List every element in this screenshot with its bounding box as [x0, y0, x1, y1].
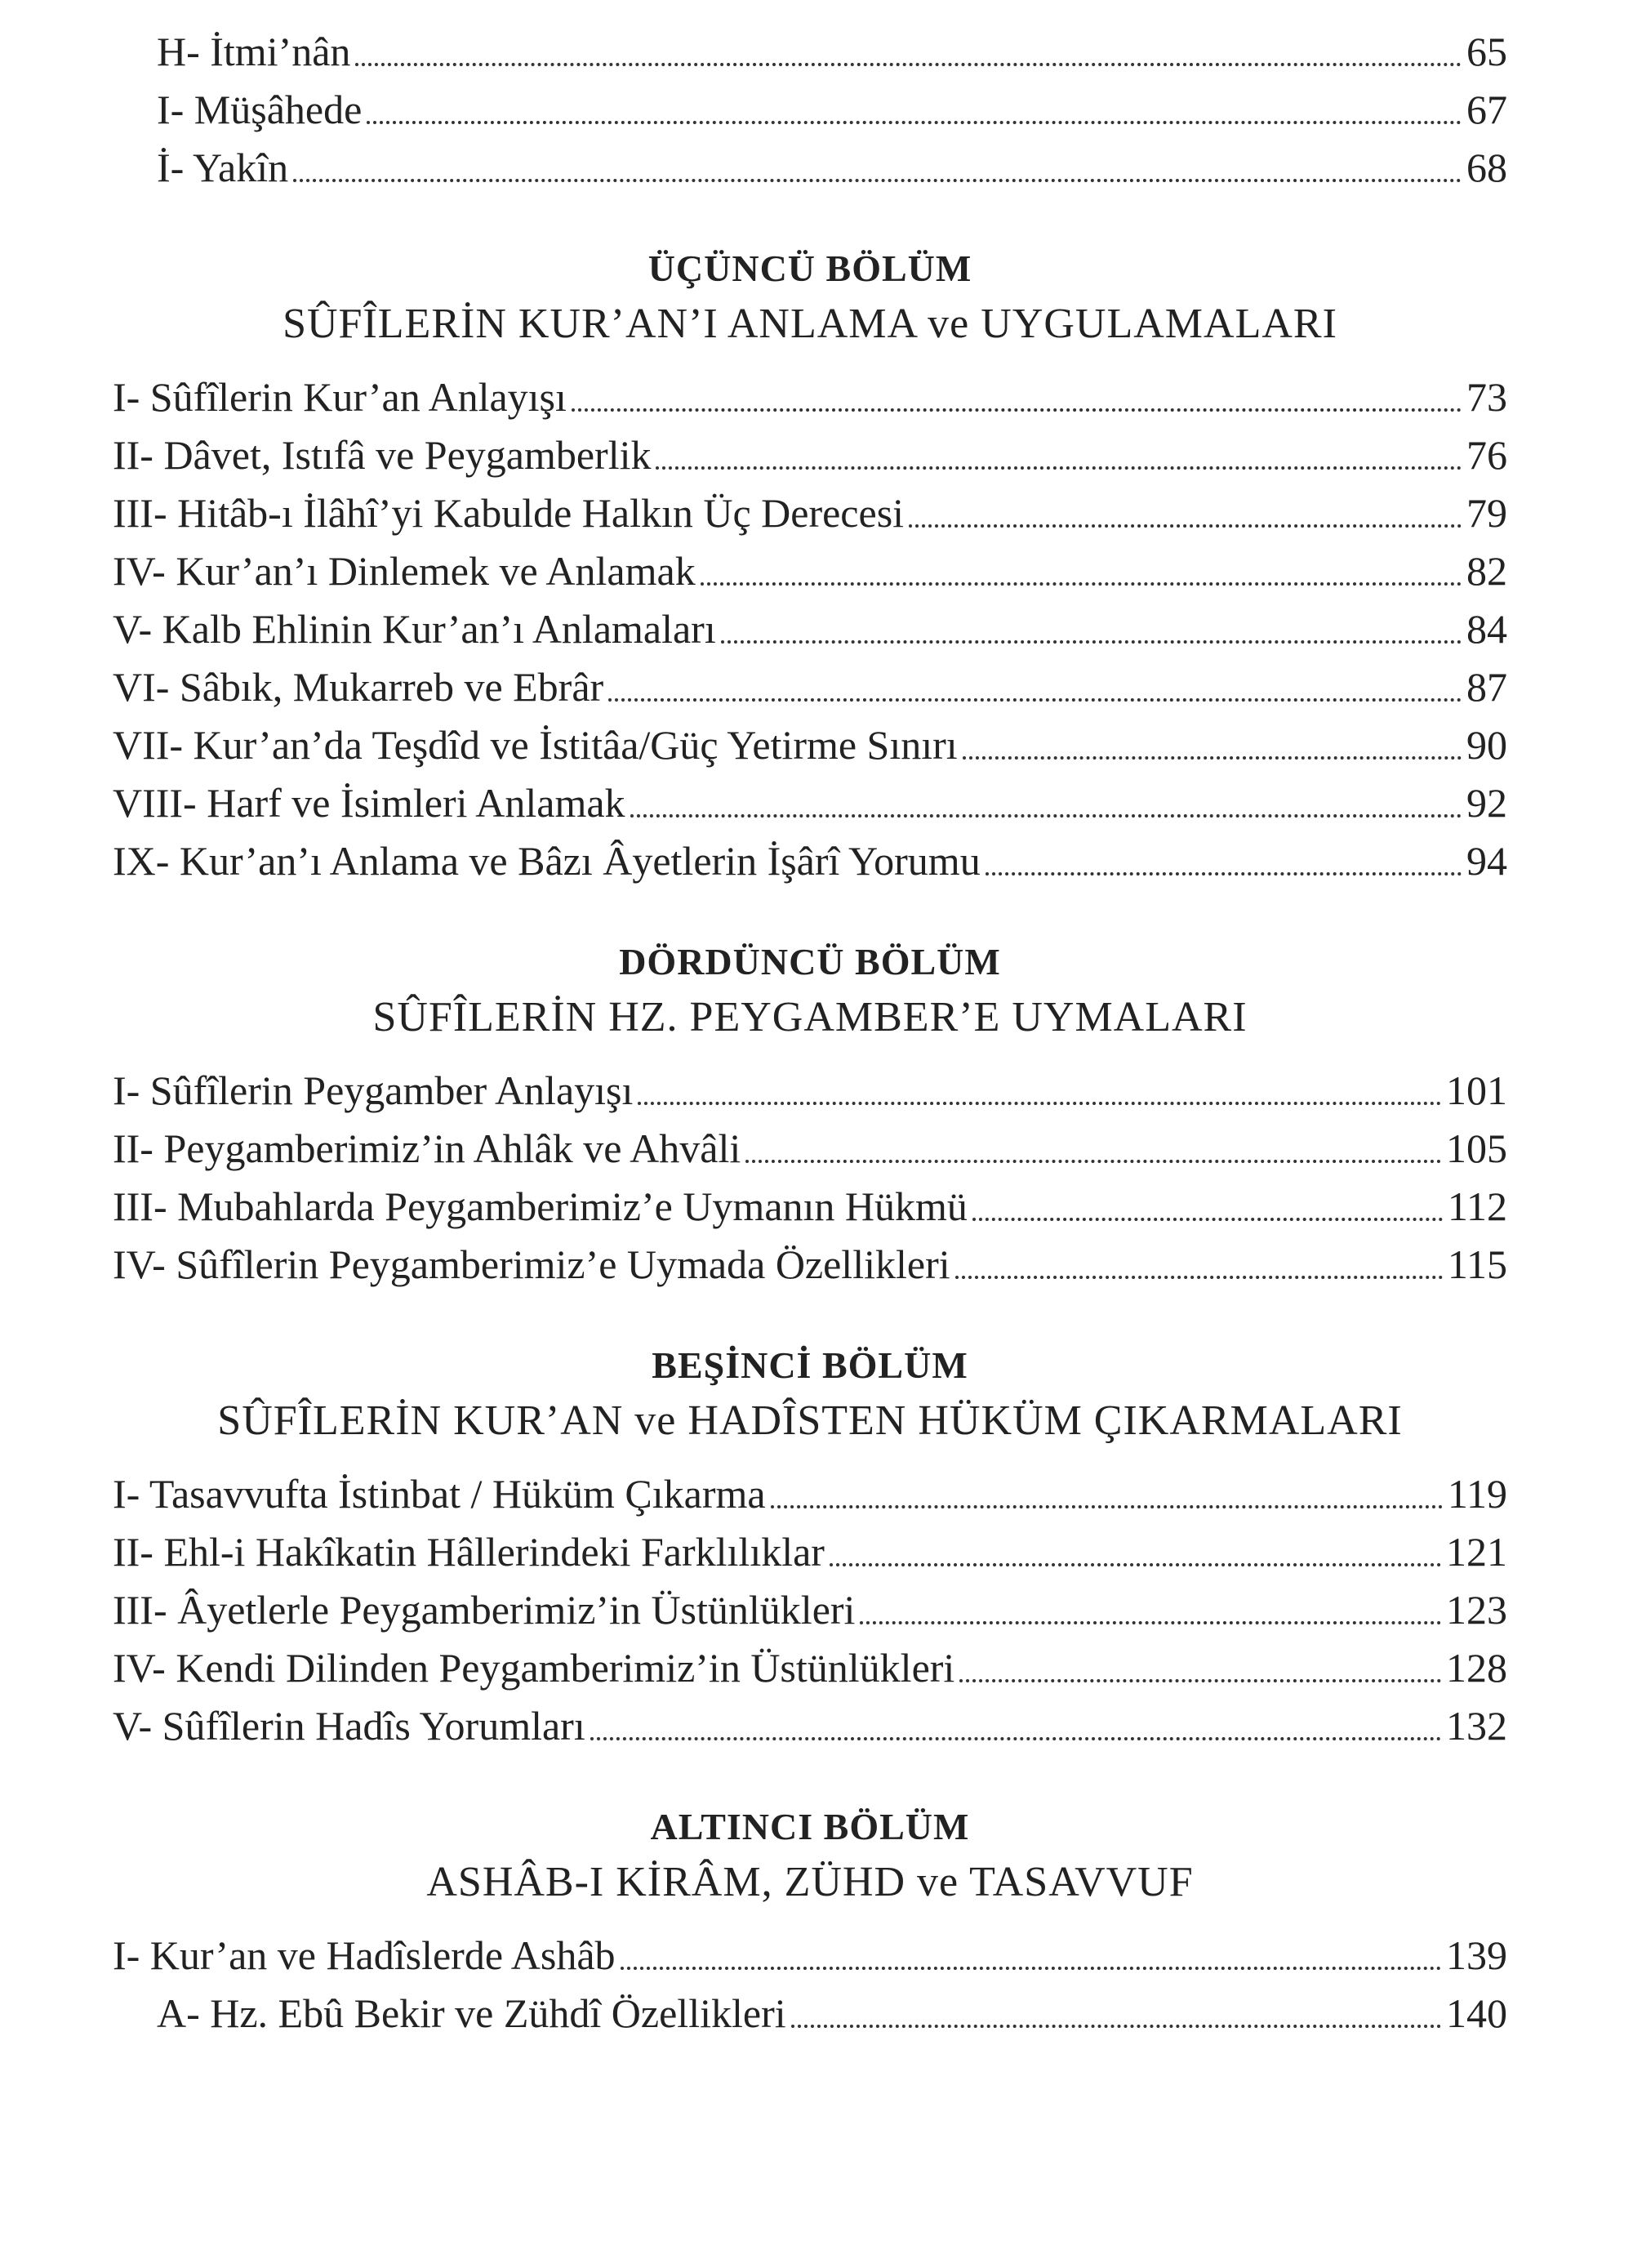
dot-leader [590, 1737, 1441, 1740]
toc-entry-page: 94 [1466, 838, 1507, 884]
dot-leader [656, 466, 1462, 470]
toc-entry [113, 1639, 1507, 1697]
toc-entry-page: 119 [1447, 1471, 1507, 1517]
toc-entry-page: 68 [1466, 145, 1507, 190]
toc-entry [113, 716, 1507, 774]
toc-entry [113, 484, 1507, 542]
dot-leader [367, 121, 1462, 124]
toc-entry-title: I- Müşâhede [157, 87, 363, 132]
toc-entry-title: IV- Sûfîlerin Peygamberimiz’e Uymada Özellikleri [113, 1241, 950, 1287]
toc-entry [113, 23, 1507, 81]
toc-entry-page: 90 [1466, 722, 1507, 768]
toc-entry-title: III- Mubahlarda Peygamberimiz’e Uymanın Hükmü [113, 1183, 968, 1229]
dot-leader [608, 698, 1462, 702]
chapter-title: ÜÇÜNCÜ BÖLÜM [647, 247, 972, 289]
table-of-contents [113, 0, 1507, 2043]
toc-entry-title: V- Sûfîlerin Hadîs Yorumları [113, 1703, 585, 1749]
toc-entry-page: 73 [1466, 374, 1507, 420]
toc-entry [113, 832, 1507, 890]
toc-entry-title: VII- Kur’an’da Teşdîd ve İstitâa/Güç Yetirme Sınırı [113, 722, 958, 768]
toc-entry-page: 123 [1446, 1587, 1507, 1633]
toc-entry [113, 1697, 1507, 1755]
toc-entry-title: II- Ehl-i Hakîkatin Hâllerindeki Farklılıklar [113, 1529, 825, 1575]
toc-entry-title: IV- Kur’an’ı Dinlemek ve Anlamak [113, 548, 696, 594]
toc-entry-title: VIII- Harf ve İsimleri Anlamak [113, 780, 625, 826]
toc-entry [113, 1581, 1507, 1639]
toc-entry-title: I- Tasavvufta İstinbat / Hüküm Çıkarma [113, 1471, 766, 1517]
dot-leader [638, 1102, 1441, 1105]
section-ucuncu [113, 243, 1507, 890]
dot-leader [959, 1679, 1441, 1682]
chapter-subtitle: SÛFÎLERİN KUR’AN’I ANLAMA ve UYGULAMALARI [283, 301, 1337, 347]
toc-entry-page: 76 [1466, 432, 1507, 478]
toc-entry-page: 140 [1446, 1990, 1507, 2036]
toc-entry-title: İ- Yakîn [157, 145, 289, 190]
toc-entry-title: IX- Kur’an’ı Anlama ve Bâzı Âyetlerin İşârî Yorumu [113, 838, 981, 884]
dot-leader [860, 1621, 1441, 1624]
toc-entry-page: 92 [1466, 780, 1507, 826]
toc-entry-page: 79 [1466, 490, 1507, 536]
chapter-subtitle: SÛFÎLERİN HZ. PEYGAMBER’E UYMALARI [372, 994, 1248, 1040]
toc-entry-page: 65 [1466, 29, 1507, 74]
chapter-heading [113, 1339, 1507, 1450]
toc-entry-page: 105 [1446, 1125, 1507, 1171]
toc-entry-title: II- Dâvet, Istıfâ ve Peygamberlik [113, 432, 652, 478]
dot-leader [771, 1505, 1443, 1508]
toc-entry [113, 1927, 1507, 1985]
toc-entry-title: I- Sûfîlerin Kur’an Anlayışı [113, 374, 567, 420]
toc-entry-page: 128 [1446, 1645, 1507, 1691]
toc-entry [113, 1523, 1507, 1581]
toc-entry-title: III- Hitâb-ı İlâhî’yi Kabulde Halkın Üç Derecesi [113, 490, 905, 536]
dot-leader [986, 872, 1462, 876]
toc-entry [113, 1062, 1507, 1120]
dot-leader [830, 1563, 1441, 1566]
toc-entry-title: V- Kalb Ehlinin Kur’an’ı Anlamaları [113, 606, 716, 652]
toc-entry-page: 132 [1446, 1703, 1507, 1749]
toc-entry-page: 112 [1447, 1183, 1507, 1229]
toc-entry [113, 542, 1507, 600]
toc-entry-title: A- Hz. Ebû Bekir ve Zühdî Özellikleri [157, 1990, 786, 2036]
toc-entry [113, 1465, 1507, 1523]
toc-entry [113, 1236, 1507, 1294]
toc-entry [113, 1178, 1507, 1236]
chapter-heading [113, 936, 1507, 1047]
chapter-title: ALTINCI BÖLÜM [650, 1806, 970, 1847]
dot-leader [355, 63, 1462, 66]
toc-entry [113, 1120, 1507, 1178]
toc-entry [113, 81, 1507, 139]
toc-entry-page: 84 [1466, 606, 1507, 652]
dot-leader [701, 582, 1462, 586]
toc-entry [113, 600, 1507, 658]
toc-entry [113, 774, 1507, 832]
dot-leader [955, 1276, 1443, 1279]
chapter-title: DÖRDÜNCÜ BÖLÜM [619, 941, 1001, 983]
chapter-subtitle: ASHÂB-I KİRÂM, ZÜHD ve TASAVVUF [426, 1859, 1194, 1905]
section-altinci [113, 1801, 1507, 2043]
dot-leader [791, 2025, 1441, 2028]
dot-leader [621, 1967, 1441, 1970]
toc-entry-title: I- Kur’an ve Hadîslerde Ashâb [113, 1932, 616, 1978]
toc-entry-title: IV- Kendi Dilinden Peygamberimiz’in Üstünlükleri [113, 1645, 955, 1691]
dot-leader [909, 524, 1462, 528]
section-dorduncu [113, 936, 1507, 1294]
toc-entry-page: 82 [1466, 548, 1507, 594]
dot-leader [972, 1218, 1443, 1221]
toc-entry-page: 87 [1466, 664, 1507, 710]
toc-entry-page: 139 [1446, 1932, 1507, 1978]
toc-entry-page: 101 [1446, 1067, 1507, 1113]
intro-entries [113, 0, 1507, 197]
toc-entry-page: 121 [1446, 1529, 1507, 1575]
dot-leader [721, 640, 1462, 644]
dot-leader [572, 408, 1462, 412]
toc-entry [113, 139, 1507, 197]
toc-entry [113, 1985, 1507, 2043]
toc-entry-page: 67 [1466, 87, 1507, 132]
toc-entry [113, 426, 1507, 484]
chapter-title: BEŞİNCİ BÖLÜM [652, 1344, 968, 1386]
toc-entry [113, 658, 1507, 716]
dot-leader [745, 1160, 1441, 1163]
dot-leader [293, 179, 1462, 182]
toc-entry-title: II- Peygamberimiz’in Ahlâk ve Ahvâli [113, 1125, 741, 1171]
toc-entry [113, 368, 1507, 426]
section-besinci [113, 1339, 1507, 1755]
chapter-heading [113, 243, 1507, 354]
toc-entry-title: III- Âyetlerle Peygamberimiz’in Üstünlükleri [113, 1587, 856, 1633]
toc-entry-title: H- İtmi’nân [157, 29, 351, 74]
toc-entry-title: VI- Sâbık, Mukarreb ve Ebrâr [113, 664, 604, 710]
toc-entry-title: I- Sûfîlerin Peygamber Anlayışı [113, 1067, 634, 1113]
dot-leader [630, 814, 1462, 818]
chapter-heading [113, 1801, 1507, 1912]
dot-leader [963, 756, 1462, 760]
toc-entry-page: 115 [1447, 1241, 1507, 1287]
chapter-subtitle: SÛFÎLERİN KUR’AN ve HADÎSTEN HÜKÜM ÇIKARMALARI [217, 1397, 1403, 1444]
